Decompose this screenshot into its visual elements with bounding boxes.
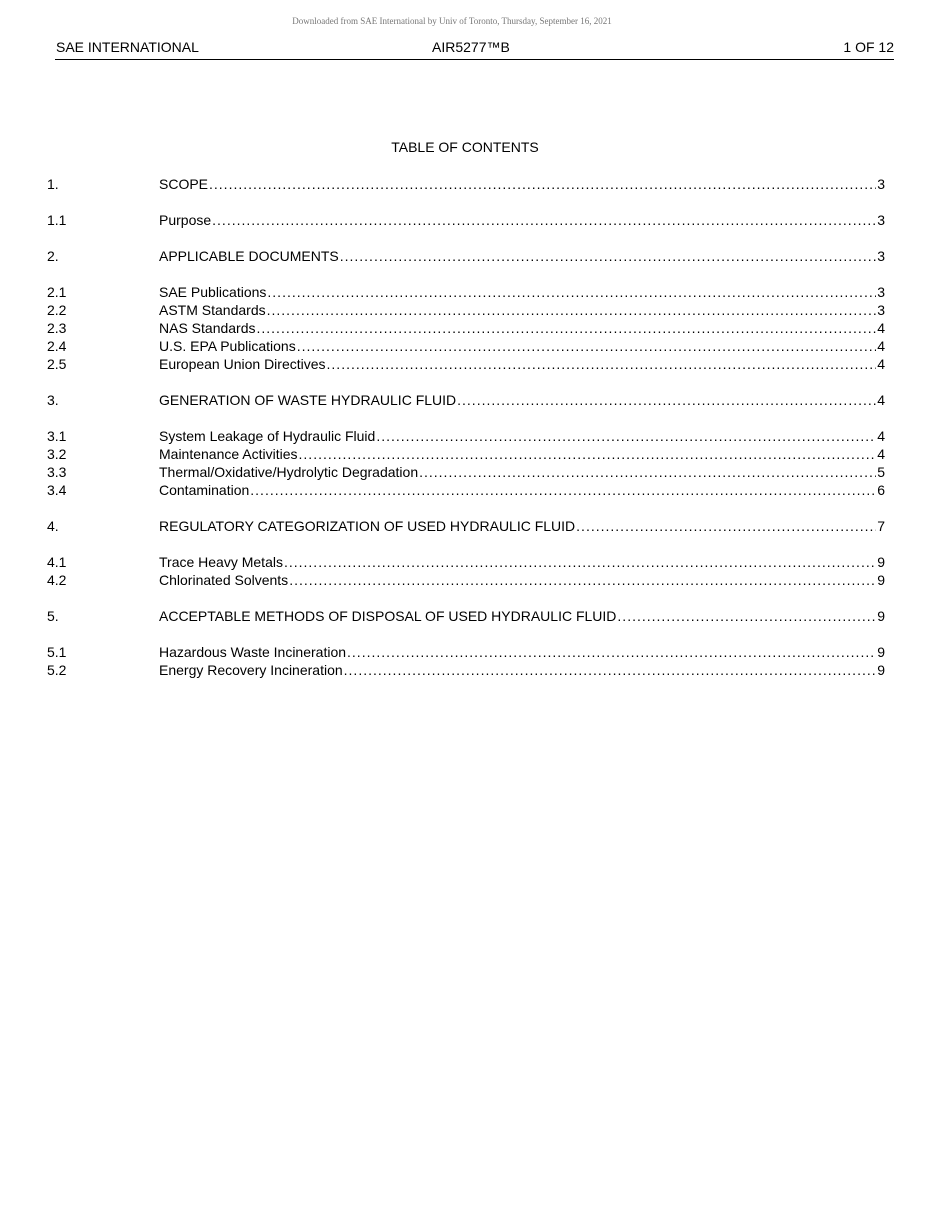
toc-entry[interactable] — [47, 301, 885, 319]
toc-entry-number: 2.5 — [47, 356, 67, 372]
toc-entry[interactable] — [47, 391, 885, 409]
toc-entry-page: 4 — [877, 356, 885, 372]
toc-entry-number: 5.2 — [47, 662, 67, 678]
toc-entry-page: 7 — [877, 518, 885, 534]
toc-entry-number: 2.1 — [47, 284, 67, 300]
toc-entry[interactable] — [47, 607, 885, 625]
dot-leader — [257, 319, 877, 337]
toc-entry-page: 3 — [877, 248, 885, 264]
toc-entry[interactable] — [47, 445, 885, 463]
toc-entry-number: 3.3 — [47, 464, 67, 480]
toc-entry[interactable] — [47, 643, 885, 661]
dot-leader — [617, 607, 876, 625]
toc-entry-number: 1.1 — [47, 212, 67, 228]
toc-entry-number: 2.4 — [47, 338, 67, 354]
dot-leader — [212, 211, 876, 229]
toc-entry-page: 9 — [877, 608, 885, 624]
toc-entry-label: REGULATORY CATEGORIZATION OF USED HYDRAULIC FLUID — [159, 518, 576, 534]
toc-entry-label: ACCEPTABLE METHODS OF DISPOSAL OF USED HYDRAULIC FLUID — [159, 608, 617, 624]
toc-entry-number: 3.4 — [47, 482, 67, 498]
toc-entry-label: Trace Heavy Metals — [159, 554, 283, 570]
toc-entry[interactable] — [47, 355, 885, 373]
dot-leader — [419, 463, 876, 481]
toc-entry[interactable] — [47, 481, 885, 499]
document-id: AIR5277™B — [432, 39, 510, 55]
toc-entry-page: 9 — [877, 644, 885, 660]
toc-entry-page: 4 — [877, 392, 885, 408]
toc-entry-page: 4 — [877, 446, 885, 462]
dot-leader — [250, 481, 876, 499]
toc-entry-label: System Leakage of Hydraulic Fluid — [159, 428, 376, 444]
toc-entry-label: GENERATION OF WASTE HYDRAULIC FLUID — [159, 392, 457, 408]
toc-entry-number: 5. — [47, 608, 59, 624]
dot-leader — [289, 571, 876, 589]
toc-entry-number: 5.1 — [47, 644, 67, 660]
dot-leader — [376, 427, 876, 445]
toc-entry-page: 9 — [877, 572, 885, 588]
download-watermark: Downloaded from SAE International by Univ of Toronto, Thursday, September 16, 2021 — [292, 16, 612, 26]
dot-leader — [327, 355, 877, 373]
toc-entry-number: 2. — [47, 248, 59, 264]
toc-entry-label: ASTM Standards — [159, 302, 266, 318]
toc-entry-page: 4 — [877, 428, 885, 444]
toc-entry-label: Hazardous Waste Incineration — [159, 644, 347, 660]
organization-name: SAE INTERNATIONAL — [56, 39, 199, 55]
table-of-contents — [47, 175, 885, 679]
toc-entry-page: 6 — [877, 482, 885, 498]
toc-entry-number: 4. — [47, 518, 59, 534]
toc-entry-label: Purpose — [159, 212, 212, 228]
toc-entry-label: Chlorinated Solvents — [159, 572, 289, 588]
toc-entry-page: 5 — [877, 464, 885, 480]
toc-entry-page: 4 — [877, 338, 885, 354]
page-indicator: 1 OF 12 — [843, 39, 894, 55]
toc-entry-page: 9 — [877, 554, 885, 570]
toc-entry[interactable] — [47, 517, 885, 535]
dot-leader — [457, 391, 876, 409]
toc-entry[interactable] — [47, 427, 885, 445]
dot-leader — [347, 643, 876, 661]
toc-entry[interactable] — [47, 553, 885, 571]
toc-entry-label: U.S. EPA Publications — [159, 338, 296, 354]
toc-entry-number: 3.2 — [47, 446, 67, 462]
dot-leader — [576, 517, 876, 535]
toc-entry-number: 3. — [47, 392, 59, 408]
toc-entry-label: APPLICABLE DOCUMENTS — [159, 248, 339, 264]
toc-entry-label: Maintenance Activities — [159, 446, 298, 462]
toc-entry-page: 9 — [877, 662, 885, 678]
toc-entry-page: 3 — [877, 284, 885, 300]
page-header — [55, 39, 894, 60]
dot-leader — [209, 175, 876, 193]
dot-leader — [284, 553, 876, 571]
toc-entry[interactable] — [47, 247, 885, 265]
toc-entry[interactable] — [47, 463, 885, 481]
toc-entry-page: 3 — [877, 176, 885, 192]
toc-entry-number: 3.1 — [47, 428, 67, 444]
toc-entry[interactable] — [47, 211, 885, 229]
toc-entry[interactable] — [47, 661, 885, 679]
toc-entry-number: 2.2 — [47, 302, 67, 318]
toc-title: TABLE OF CONTENTS — [391, 139, 539, 155]
toc-entry-label: Thermal/Oxidative/Hydrolytic Degradation — [159, 464, 419, 480]
toc-entry-number: 4.1 — [47, 554, 67, 570]
dot-leader — [299, 445, 877, 463]
toc-entry-number: 4.2 — [47, 572, 67, 588]
toc-entry-page: 3 — [877, 302, 885, 318]
toc-entry-page: 4 — [877, 320, 885, 336]
toc-entry-label: Contamination — [159, 482, 250, 498]
toc-entry-label: European Union Directives — [159, 356, 326, 372]
toc-entry[interactable] — [47, 175, 885, 193]
toc-entry-label: SCOPE — [159, 176, 209, 192]
toc-entry-label: Energy Recovery Incineration — [159, 662, 343, 678]
toc-entry-number: 1. — [47, 176, 59, 192]
toc-entry-page: 3 — [877, 212, 885, 228]
toc-entry[interactable] — [47, 571, 885, 589]
dot-leader — [297, 337, 877, 355]
toc-entry[interactable] — [47, 337, 885, 355]
dot-leader — [340, 247, 876, 265]
toc-entry-number: 2.3 — [47, 320, 67, 336]
dot-leader — [344, 661, 877, 679]
dot-leader — [267, 283, 876, 301]
dot-leader — [267, 301, 877, 319]
toc-entry-label: NAS Standards — [159, 320, 256, 336]
toc-entry[interactable] — [47, 319, 885, 337]
toc-entry[interactable] — [47, 283, 885, 301]
toc-entry-label: SAE Publications — [159, 284, 267, 300]
